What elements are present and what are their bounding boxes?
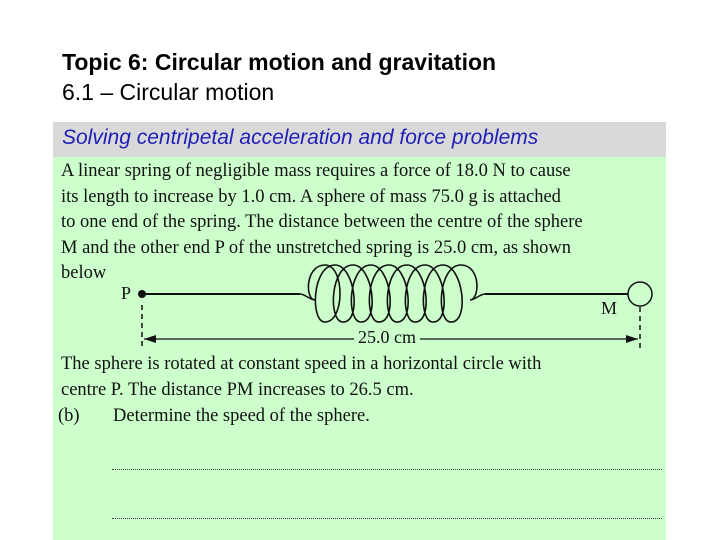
problem-line: M and the other end P of the unstretched spring is 25.0 cm, as shown <box>61 237 572 258</box>
problem-line: to one end of the spring. The distance between the centre of the sphere <box>61 212 583 232</box>
section-heading: 6.1 – Circular motion <box>62 79 275 105</box>
problem-line: its length to increase by 1.0 cm. A sphere of mass 75.0 g is attached <box>61 186 561 207</box>
sphere-m <box>628 282 652 306</box>
arrow-left <box>144 335 156 343</box>
problem-line: centre P. The distance PM increases to 26.5 cm. <box>61 379 414 400</box>
arrow-right <box>626 335 638 343</box>
part-b-question: Determine the speed of the sphere. <box>113 406 370 426</box>
spring-coil <box>300 265 485 322</box>
problem-line: A linear spring of negligible mass requires a force of 18.0 N to cause <box>61 161 571 181</box>
distance-label: 25.0 cm <box>354 327 420 348</box>
answer-line[interactable] <box>112 469 662 470</box>
part-b-label: (b) <box>58 406 80 426</box>
problem-subtitle: Solving centripetal acceleration and force problems <box>62 126 539 149</box>
problem-line: below <box>61 263 107 283</box>
problem-line: The sphere is rotated at constant speed in a horizontal circle with <box>61 354 542 374</box>
label-m: M <box>601 298 618 318</box>
topic-heading: Topic 6: Circular motion and gravitation <box>62 49 497 75</box>
answer-line[interactable] <box>112 518 662 519</box>
problem-continuation <box>61 352 541 403</box>
label-p: P <box>121 283 132 303</box>
